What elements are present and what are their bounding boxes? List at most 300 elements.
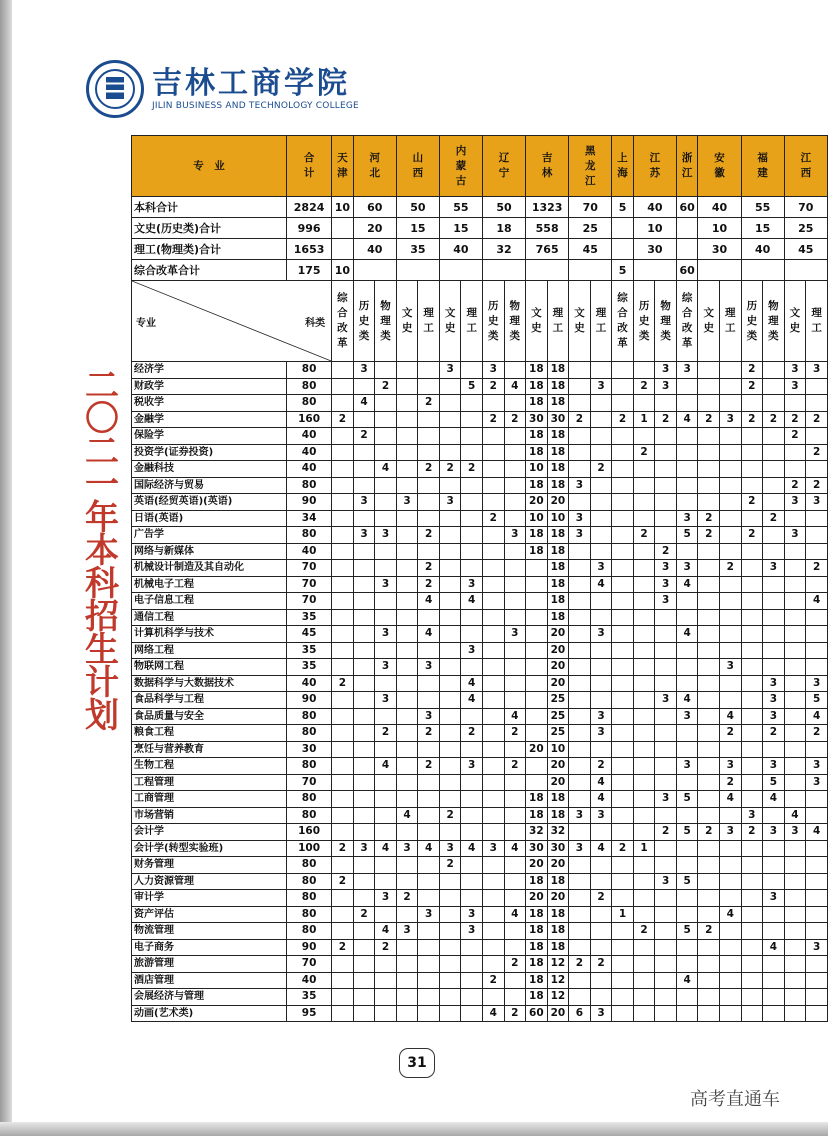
subheader-category xyxy=(633,281,655,362)
quota-cell: 3 xyxy=(590,378,612,395)
quota-cell: 3 xyxy=(504,626,526,643)
quota-cell xyxy=(504,362,526,379)
quota-cell xyxy=(461,527,483,544)
quota-cell xyxy=(612,428,634,445)
quota-cell xyxy=(741,840,763,857)
summary-row xyxy=(132,197,828,218)
quota-cell xyxy=(741,791,763,808)
quota-cell xyxy=(332,857,354,874)
major-total: 80 xyxy=(287,477,332,494)
quota-cell xyxy=(633,642,655,659)
summary-value: 70 xyxy=(784,197,827,218)
quota-cell xyxy=(375,857,397,874)
table-row xyxy=(132,758,828,775)
major-total: 90 xyxy=(287,494,332,511)
quota-cell xyxy=(569,659,591,676)
quota-cell: 2 xyxy=(806,477,828,494)
quota-cell xyxy=(763,1005,785,1022)
quota-cell xyxy=(763,494,785,511)
quota-cell xyxy=(396,791,418,808)
quota-cell: 2 xyxy=(784,411,806,428)
quota-cell xyxy=(676,840,698,857)
quota-cell: 32 xyxy=(547,824,569,841)
quota-cell xyxy=(655,708,677,725)
summary-value: 55 xyxy=(741,197,784,218)
header-char: 工 xyxy=(552,322,564,334)
header-char: 史 xyxy=(703,322,714,334)
quota-cell xyxy=(590,939,612,956)
summary-value: 50 xyxy=(482,197,525,218)
header-char: 史 xyxy=(789,322,801,334)
header-char: 史 xyxy=(358,314,370,327)
quota-cell: 2 xyxy=(784,428,806,445)
quota-cell xyxy=(332,906,354,923)
major-total: 80 xyxy=(287,708,332,725)
subheader-category xyxy=(784,281,806,362)
quota-cell xyxy=(741,461,763,478)
quota-cell xyxy=(720,494,742,511)
quota-cell xyxy=(396,626,418,643)
quota-cell: 2 xyxy=(418,758,440,775)
quota-cell xyxy=(504,939,526,956)
header-province xyxy=(482,136,525,197)
quota-cell: 3 xyxy=(784,527,806,544)
header-char: 合 xyxy=(681,307,693,319)
quota-cell xyxy=(396,378,418,395)
quota-cell xyxy=(482,477,504,494)
quota-cell xyxy=(482,428,504,445)
quota-cell xyxy=(482,989,504,1006)
quota-cell xyxy=(698,560,720,577)
quota-cell xyxy=(439,428,461,445)
quota-cell: 18 xyxy=(547,362,569,379)
major-total: 40 xyxy=(287,444,332,461)
quota-cell xyxy=(806,989,828,1006)
quota-cell xyxy=(526,560,548,577)
quota-cell xyxy=(375,741,397,758)
summary-value: 10 xyxy=(332,260,354,281)
quota-cell xyxy=(612,560,634,577)
summary-value: 40 xyxy=(741,239,784,260)
summary-value: 5 xyxy=(612,260,634,281)
header-char: 合 xyxy=(337,307,348,319)
quota-cell xyxy=(461,510,483,527)
table-row xyxy=(132,543,828,560)
quota-cell: 20 xyxy=(547,758,569,775)
quota-cell xyxy=(633,576,655,593)
quota-cell xyxy=(461,708,483,725)
quota-cell xyxy=(806,857,828,874)
quota-cell xyxy=(741,593,763,610)
quota-cell xyxy=(633,774,655,791)
header-char: 苏 xyxy=(649,167,661,179)
quota-cell: 4 xyxy=(676,411,698,428)
quota-cell xyxy=(439,395,461,412)
quota-cell xyxy=(375,989,397,1006)
major-name: 经济学 xyxy=(132,362,287,379)
quota-cell xyxy=(439,873,461,890)
header-major: 专 业 xyxy=(132,136,287,197)
header-char: 山 xyxy=(412,152,424,164)
quota-cell xyxy=(590,972,612,989)
quota-cell: 5 xyxy=(676,873,698,890)
quota-cell xyxy=(353,708,375,725)
quota-cell xyxy=(439,708,461,725)
quota-cell: 2 xyxy=(633,378,655,395)
quota-cell xyxy=(569,395,591,412)
quota-cell xyxy=(461,857,483,874)
quota-cell xyxy=(655,923,677,940)
quota-cell: 18 xyxy=(526,395,548,412)
quota-cell xyxy=(569,675,591,692)
quota-cell xyxy=(806,576,828,593)
header-char: 林 xyxy=(541,167,553,179)
quota-cell xyxy=(353,725,375,742)
summary-value: 1323 xyxy=(526,197,569,218)
major-total: 70 xyxy=(287,774,332,791)
quota-cell xyxy=(396,906,418,923)
quota-cell xyxy=(396,444,418,461)
summary-value: 60 xyxy=(676,197,698,218)
quota-cell xyxy=(482,939,504,956)
quota-cell: 25 xyxy=(547,725,569,742)
side-title-char: 生 xyxy=(85,630,119,670)
header-char: 类 xyxy=(746,329,758,342)
quota-cell xyxy=(396,972,418,989)
quota-cell xyxy=(332,576,354,593)
quota-cell xyxy=(698,477,720,494)
quota-cell xyxy=(439,1005,461,1022)
summary-value xyxy=(741,260,784,281)
quota-cell: 2 xyxy=(504,758,526,775)
quota-cell xyxy=(332,362,354,379)
quota-cell xyxy=(504,972,526,989)
major-name: 金融学 xyxy=(132,411,287,428)
quota-cell: 3 xyxy=(655,560,677,577)
quota-cell xyxy=(482,741,504,758)
header-char: 类 xyxy=(638,329,650,342)
quota-cell xyxy=(612,659,634,676)
quota-cell xyxy=(763,906,785,923)
quota-cell xyxy=(806,1005,828,1022)
quota-cell xyxy=(698,758,720,775)
quota-cell xyxy=(569,923,591,940)
quota-cell: 2 xyxy=(806,725,828,742)
quota-cell xyxy=(418,923,440,940)
quota-cell: 5 xyxy=(676,923,698,940)
table-row xyxy=(132,774,828,791)
header-char: 文 xyxy=(531,307,542,319)
summary-value xyxy=(676,218,698,239)
summary-name: 文史(历史类)合计 xyxy=(132,218,287,239)
quota-cell: 20 xyxy=(526,494,548,511)
quota-cell: 18 xyxy=(547,461,569,478)
quota-cell xyxy=(569,543,591,560)
quota-cell xyxy=(569,378,591,395)
quota-cell: 3 xyxy=(461,758,483,775)
quota-cell xyxy=(332,807,354,824)
quota-cell xyxy=(418,411,440,428)
summary-value: 30 xyxy=(698,239,741,260)
quota-cell xyxy=(482,923,504,940)
quota-cell: 2 xyxy=(461,461,483,478)
quota-cell: 3 xyxy=(569,510,591,527)
quota-cell xyxy=(763,807,785,824)
major-total: 70 xyxy=(287,560,332,577)
header-char: 工 xyxy=(811,322,822,334)
quota-cell: 3 xyxy=(396,840,418,857)
quota-cell xyxy=(375,956,397,973)
header-char: 西 xyxy=(800,167,812,179)
header-char: 物 xyxy=(768,299,779,312)
quota-cell xyxy=(763,461,785,478)
summary-value: 40 xyxy=(439,239,482,260)
quota-cell: 2 xyxy=(741,378,763,395)
quota-cell: 18 xyxy=(547,378,569,395)
table-row xyxy=(132,461,828,478)
quota-cell xyxy=(375,1005,397,1022)
header-province xyxy=(612,136,634,197)
quota-cell xyxy=(439,642,461,659)
quota-cell: 60 xyxy=(526,1005,548,1022)
header-char: 福 xyxy=(757,152,768,164)
quota-cell: 3 xyxy=(676,510,698,527)
summary-total: 996 xyxy=(287,218,332,239)
quota-cell xyxy=(763,840,785,857)
quota-cell xyxy=(418,378,440,395)
quota-cell xyxy=(676,906,698,923)
quota-cell xyxy=(763,923,785,940)
quota-cell xyxy=(741,692,763,709)
quota-cell xyxy=(763,428,785,445)
quota-cell xyxy=(806,873,828,890)
quota-cell xyxy=(418,890,440,907)
quota-cell: 3 xyxy=(590,725,612,742)
quota-cell xyxy=(482,906,504,923)
quota-cell xyxy=(763,989,785,1006)
quota-cell xyxy=(590,675,612,692)
quota-cell xyxy=(720,444,742,461)
quota-cell: 25 xyxy=(547,692,569,709)
quota-cell xyxy=(763,956,785,973)
quota-cell xyxy=(655,659,677,676)
quota-cell xyxy=(633,939,655,956)
header-char: 宁 xyxy=(498,167,510,179)
quota-cell xyxy=(439,741,461,758)
quota-cell xyxy=(763,609,785,626)
quota-cell: 3 xyxy=(676,758,698,775)
major-name: 国际经济与贸易 xyxy=(132,477,287,494)
quota-cell xyxy=(439,477,461,494)
quota-cell xyxy=(720,956,742,973)
table-row xyxy=(132,989,828,1006)
quota-cell xyxy=(676,642,698,659)
quota-cell: 3 xyxy=(741,807,763,824)
quota-cell: 2 xyxy=(482,972,504,989)
quota-cell xyxy=(353,791,375,808)
quota-cell xyxy=(418,774,440,791)
quota-cell xyxy=(612,378,634,395)
quota-cell: 18 xyxy=(547,543,569,560)
quota-cell xyxy=(353,873,375,890)
quota-cell: 4 xyxy=(676,972,698,989)
major-name: 物联网工程 xyxy=(132,659,287,676)
quota-cell xyxy=(396,824,418,841)
quota-cell xyxy=(698,444,720,461)
table-row xyxy=(132,444,828,461)
quota-cell xyxy=(720,857,742,874)
quota-cell xyxy=(612,593,634,610)
header-char: 工 xyxy=(466,322,477,334)
quota-cell xyxy=(353,477,375,494)
quota-cell xyxy=(720,939,742,956)
summary-name: 理工(物理类)合计 xyxy=(132,239,287,260)
quota-cell xyxy=(806,741,828,758)
quota-cell: 4 xyxy=(461,692,483,709)
quota-cell xyxy=(461,477,483,494)
quota-cell xyxy=(612,972,634,989)
quota-cell xyxy=(396,411,418,428)
subheader-category xyxy=(504,281,526,362)
quota-cell: 3 xyxy=(482,840,504,857)
summary-value xyxy=(698,260,741,281)
quota-cell: 20 xyxy=(547,642,569,659)
quota-cell xyxy=(482,675,504,692)
quota-cell xyxy=(482,560,504,577)
quota-cell: 3 xyxy=(418,906,440,923)
quota-cell xyxy=(418,989,440,1006)
quota-cell xyxy=(332,972,354,989)
quota-cell xyxy=(806,890,828,907)
quota-cell xyxy=(676,428,698,445)
header-total xyxy=(287,136,332,197)
major-name: 日语(英语) xyxy=(132,510,287,527)
quota-cell xyxy=(612,395,634,412)
quota-cell xyxy=(698,774,720,791)
quota-cell xyxy=(655,444,677,461)
quota-cell xyxy=(418,692,440,709)
header-char: 辽 xyxy=(498,152,510,164)
summary-total: 1653 xyxy=(287,239,332,260)
quota-cell xyxy=(720,510,742,527)
quota-cell xyxy=(720,461,742,478)
quota-cell xyxy=(741,543,763,560)
quota-cell xyxy=(418,543,440,560)
header-char: 物 xyxy=(660,299,671,312)
quota-cell: 2 xyxy=(439,461,461,478)
subheader-category xyxy=(439,281,461,362)
quota-cell: 30 xyxy=(526,411,548,428)
quota-cell xyxy=(655,956,677,973)
quota-cell: 18 xyxy=(526,444,548,461)
quota-cell: 18 xyxy=(547,576,569,593)
quota-cell xyxy=(741,642,763,659)
major-name: 会计学 xyxy=(132,824,287,841)
quota-cell xyxy=(590,824,612,841)
quota-cell: 4 xyxy=(375,840,397,857)
summary-value: 765 xyxy=(526,239,569,260)
quota-cell xyxy=(332,989,354,1006)
quota-cell xyxy=(332,642,354,659)
quota-cell xyxy=(806,906,828,923)
quota-cell xyxy=(784,444,806,461)
summary-value xyxy=(526,260,569,281)
quota-cell xyxy=(439,609,461,626)
quota-cell xyxy=(784,1005,806,1022)
quota-cell xyxy=(375,774,397,791)
table-row xyxy=(132,675,828,692)
quota-cell xyxy=(504,824,526,841)
quota-cell xyxy=(806,956,828,973)
quota-cell: 2 xyxy=(332,675,354,692)
quota-cell: 18 xyxy=(547,791,569,808)
summary-name: 本科合计 xyxy=(132,197,287,218)
table-row xyxy=(132,378,828,395)
quota-cell xyxy=(375,444,397,461)
quota-cell xyxy=(612,989,634,1006)
quota-cell: 18 xyxy=(526,989,548,1006)
quota-cell: 18 xyxy=(547,428,569,445)
college-name-cn: 吉林工商学院 xyxy=(152,66,350,101)
header-char: 类 xyxy=(488,329,499,342)
quota-cell xyxy=(612,1005,634,1022)
quota-cell xyxy=(590,642,612,659)
quota-cell xyxy=(612,642,634,659)
major-name: 网络与新媒体 xyxy=(132,543,287,560)
quota-cell: 3 xyxy=(676,708,698,725)
quota-cell xyxy=(784,906,806,923)
side-title-char: 〇 xyxy=(85,399,119,439)
subheader-category xyxy=(698,281,720,362)
quota-cell xyxy=(439,560,461,577)
quota-cell: 2 xyxy=(332,411,354,428)
header-char: 江 xyxy=(681,167,693,179)
quota-cell xyxy=(439,989,461,1006)
quota-cell xyxy=(504,494,526,511)
quota-cell: 2 xyxy=(396,890,418,907)
quota-cell xyxy=(439,791,461,808)
major-name: 机械电子工程 xyxy=(132,576,287,593)
quota-cell: 2 xyxy=(504,411,526,428)
table-row xyxy=(132,956,828,973)
quota-cell xyxy=(633,428,655,445)
quota-cell xyxy=(633,906,655,923)
quota-cell xyxy=(439,444,461,461)
quota-cell xyxy=(396,543,418,560)
header-char: 史 xyxy=(488,314,499,327)
quota-cell xyxy=(741,741,763,758)
header-char: 理 xyxy=(466,307,477,319)
quota-cell xyxy=(418,791,440,808)
summary-value xyxy=(396,260,439,281)
quota-cell xyxy=(698,659,720,676)
quota-cell xyxy=(784,923,806,940)
quota-cell xyxy=(741,395,763,412)
quota-cell xyxy=(763,576,785,593)
summary-value: 10 xyxy=(633,218,676,239)
header-char: 江 xyxy=(800,152,812,164)
quota-cell xyxy=(784,758,806,775)
quota-cell xyxy=(353,758,375,775)
quota-cell xyxy=(418,807,440,824)
quota-cell xyxy=(590,923,612,940)
quota-cell xyxy=(569,593,591,610)
header-char: 综 xyxy=(617,292,628,304)
quota-cell xyxy=(396,642,418,659)
quota-cell: 3 xyxy=(806,758,828,775)
subheader-category xyxy=(396,281,418,362)
summary-value: 70 xyxy=(569,197,612,218)
